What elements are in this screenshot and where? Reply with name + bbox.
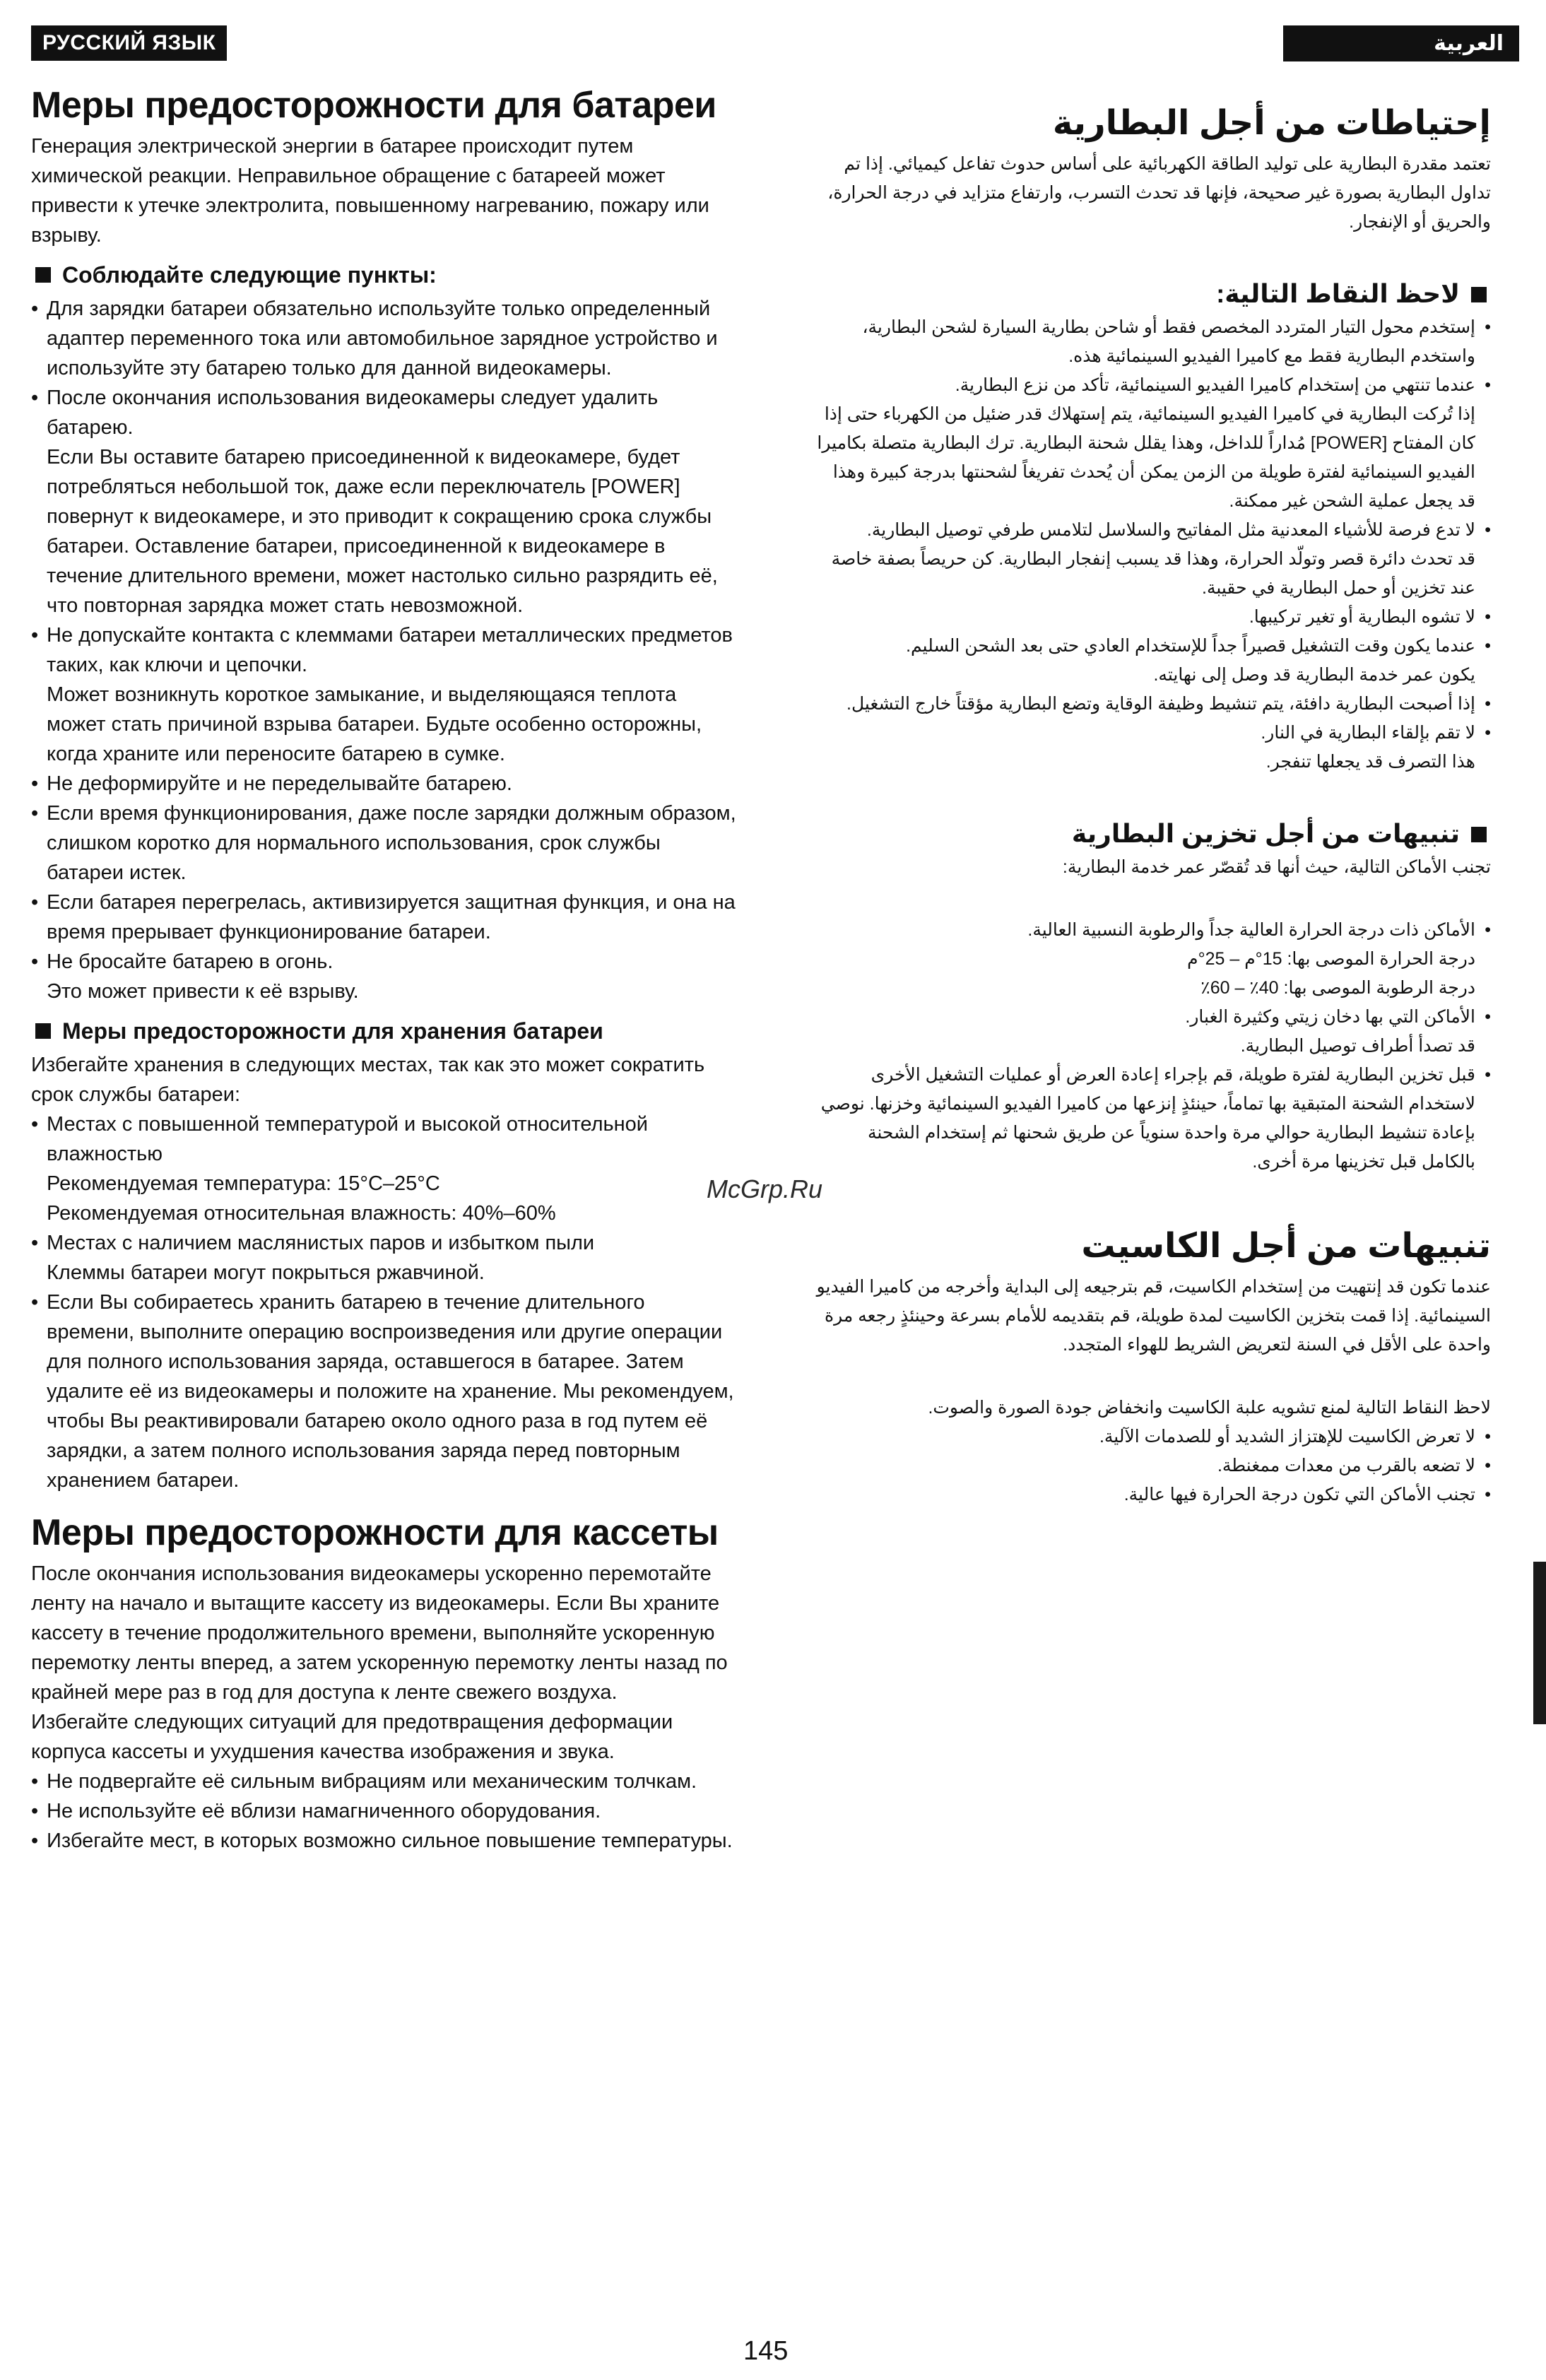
list-item: • تجنب الأماكن التي تكون درجة الحرارة فيها عالية. [813,1480,1491,1509]
list-item: • الأماكن ذات درجة الحرارة العالية جداً والرطوبة النسبية العالية. درجة الحرارة الموصى بها: 15°م – 25°م درجة الرطوبة الموصى بها: 40٪ – 60٪ [813,916,1491,1003]
cassette-list-ar [813,1422,1491,1509]
cassette-paragraph-2-ar: لاحظ النقاط التالية لمنع تشويه علبة الكاسيت وانخفاض جودة الصورة والصوت. [928,1398,1491,1418]
storage-label: Меры предосторожности для хранения батареи [62,1018,603,1044]
storage-intro: Избегайте хранения в следующих местах, так как это может сократить срок службы батареи: [31,1054,705,1106]
cassette-paragraph-1: После окончания использования видеокамеры ускоренно перемотайте ленту на начало и вытащите кассету из видеокамеры. Если Вы храните кассету в течение продолжительного времени, выполняйте ускоренную перемотку ленты вперед, а затем ускоренную перемотку ленты назад по крайней мере раз в год для доступа к ленте свежего воздуха. [31,1562,728,1704]
battery-points-subheading [31,260,738,290]
storage-list-ar [813,916,1491,1177]
battery-precautions-title-ar: إحتياطات من أجل البطارية [1052,105,1491,142]
storage-list [31,1109,738,1495]
list-item: • الأماكن التي بها دخان زيتي وكثيرة الغبار. قد تصدأ أطراف توصيل البطارية. [813,1003,1491,1061]
list-item: • Если батарея перегрелась, активизируется защитная функция, и она на время прерывает функционирование батареи. [31,888,738,947]
cassette-precautions-title-ar: تنبيهات من أجل الكاسيت [1081,1227,1491,1265]
battery-points-subheading-ar [813,279,1491,309]
list-item: • لا تضعه بالقرب من معدات ممغنطة. [813,1451,1491,1480]
list-item: • После окончания использования видеокамеры следует удалить батарею. Если Вы оставите батарею присоединенной к видеокамере, будет потребляться небольшой ток, даже если переключатель [POWER] повернут к видеокамере, и это приводит к сокращению срока службы батареи. Оставление батареи, присоединенной к видеокамере в течение длительного времени, может настолько сильно разрядить её, что повторная зарядка может стать невозможной. [31,383,738,620]
list-item: • لا تعرض الكاسيت للإهتزاز الشديد أو للصدمات الآلية. [813,1422,1491,1451]
list-item: • إذا أصبحت البطارية دافئة، يتم تنشيط وظيفة الوقاية وتضع البطارية مؤقتاً خارج التشغيل. [813,690,1491,719]
storage-label-ar: تنبيهات من أجل تخزين البطارية [1071,819,1460,848]
list-item: • Не деформируйте и не переделывайте батарею. [31,769,738,799]
list-item: • إستخدم محول التيار المتردد المخصص فقط أو شاحن بطارية السيارة لشحن البطارية، واستخدم البطارية فقط مع كاميرا الفيديو السينمائية هذه. [813,313,1491,371]
list-item: • قبل تخزين البطارية لفترة طويلة، قم بإجراء إعادة العرض أو عمليات التشغيل الأخرى لاستخدام الشحنة المتبقية بها تماماً، حينئذٍ إنزعها من كاميرا الفيديو السينمائية وخزنها. نوصي بإعادة تنشيط البطارية حوالي مرة واحدة سنوياً عن طريق شحنها ثم إستخدام الشحنة بالكامل قبل تخزينها مرة أخرى. [813,1061,1491,1177]
list-item: • Не бросайте батарею в огонь. Это может привести к её взрыву. [31,947,738,1006]
list-item: • Не допускайте контакта с клеммами батареи металлических предметов таких, как ключи и цепочки. Может возникнуть короткое замыкание, и выделяющаяся теплота может стать причиной взрыва батареи. Будьте особенно осторожны, когда храните или переносите батарею в сумке. [31,620,738,769]
list-item: • Для зарядки батареи обязательно используйте только определенный адаптер переменного тока или автомобильное зарядное устройство и используйте эту батарею только для данной видеокамеры. [31,294,738,383]
page-number: 145 [743,2336,789,2366]
list-item: • Не подвергайте её сильным вибрациям или механическим толчкам. [31,1767,738,1796]
square-bullet-icon [1471,287,1487,302]
storage-intro-ar: تجنب الأماكن التالية، حيث أنها قد تُقصّر عمر خدمة البطارية: [1062,857,1491,877]
battery-points-list [31,294,738,1006]
list-item: • Если время функционирования, даже после зарядки должным образом, слишком коротко для нормального использования, срок службы батареи истек. [31,799,738,888]
spacer [813,882,1519,916]
cassette-paragraph-1-ar: عندما تكون قد إنتهيت من إستخدام الكاسيت، قم بترجيعه إلى البداية وأخرجه من كاميرا الفيديو السينمائية. إذا قمت بتخزين الكاسيت لمدة طويلة، قم بتقديمه للأمام بسرعة وحينئذٍ رجعه مرة واحدة على الأقل في السنة لتعريض الشريط للهواء المتجدد. [816,1277,1491,1355]
arabic-column [813,25,1519,1509]
cassette-list [31,1767,738,1856]
language-tab-russian: РУССКИЙ ЯЗЫК [31,25,227,61]
battery-points-list-ar [813,313,1491,777]
list-item: • لا تدع فرصة للأشياء المعدنية مثل المفاتيح والسلاسل لتلامس طرفي توصيل البطارية. قد تحدث دائرة قصر وتولّد الحرارة، وهذا قد يسبب إنفجار البطارية. كن حريصاً بصفة خاصة عند تخزين أو حمل البطارية في حقيبة. [813,516,1491,603]
battery-points-label: Соблюдайте следующие пункты: [62,262,437,288]
russian-column [31,25,738,1856]
storage-subheading-ar [813,819,1491,849]
list-item: • Местах с повышенной температурой и высокой относительной влажностью Рекомендуемая температура: 15°C–25°C Рекомендуемая относительная влажность: 40%–60% [31,1109,738,1228]
list-item: • لا تشوه البطارية أو تغير تركيبها. [813,603,1491,632]
square-bullet-icon [35,1023,51,1039]
list-item: • Избегайте мест, в которых возможно сильное повышение температуры. [31,1826,738,1856]
list-item: • Не используйте её вблизи намагниченного оборудования. [31,1796,738,1826]
list-item: • لا تقم بإلقاء البطارية في النار. هذا التصرف قد يجعلها تنفجر. [813,719,1491,777]
battery-points-label-ar: لاحظ النقاط التالية: [1216,279,1460,308]
storage-subheading [31,1016,738,1046]
list-item: • عندما تنتهي من إستخدام كاميرا الفيديو السينمائية، تأكد من نزع البطارية. إذا تُركت البطارية في كاميرا الفيديو السينمائية، يتم إستهلاك قدر ضئيل من الكهرباء حتى إذا كان المفتاح [POWER] مُداراً للداخل، وهذا يقلل شحنة البطارية. ترك البطارية متصلة بكاميرا الفيديو السينمائية لفترة طويلة من الزمن يمكن أن يُحدث تفريغاً لشحنتها بدرجة كبيرة وهذا قد يجعل عملية الشحن غير ممكنة. [813,371,1491,516]
battery-intro-ar: تعتمد مقدرة البطارية على توليد الطاقة الكهربائية على أساس حدوث تفاعل كيميائي. إذا تم تداول البطارية بصورة غير صحيحة، فإنها قد تحدث التسرب، وارتفاع متزايد في درجة الحرارة، والحريق أو الإنفجار. [827,154,1491,232]
list-item: • Если Вы собираетесь хранить батарею в течение длительного времени, выполните операцию воспроизведения или другие операции для полного использования заряда, оставшегося в батарее. Затем удалите её из видеокамеры и положите на хранение. Мы рекомендуем, чтобы Вы реактивировали батарею около одного раза в год путем её зарядки, а затем полного использования заряда перед повторным хранением батареи. [31,1288,738,1495]
page-edge-mark [1533,1562,1546,1724]
cassette-paragraph-2: Избегайте следующих ситуаций для предотвращения деформации корпуса кассеты и ухудшения качества изображения и звука. [31,1711,673,1763]
spacer [813,1360,1519,1394]
square-bullet-icon [1471,827,1487,842]
list-item: • Местах с наличием маслянистых паров и избытком пыли Клеммы батареи могут покрыться ржавчиной. [31,1228,738,1288]
watermark: McGrp.Ru [707,1174,823,1203]
square-bullet-icon [35,267,51,283]
list-item: • عندما يكون وقت التشغيل قصيراً جداً للإستخدام العادي حتى بعد الشحن السليم. يكون عمر خدمة البطارية قد وصل إلى نهايته. [813,632,1491,690]
battery-precautions-title: Меры предосторожности для батареи [31,85,716,126]
language-tab-arabic: العربية [1283,25,1519,61]
cassette-precautions-title: Меры предосторожности для кассеты [31,1512,719,1553]
battery-intro: Генерация электрической энергии в батарее происходит путем химической реакции. Неправильное обращение с батареей может привести к утечке электролита, повышенному нагреванию, пожару или взрыву. [31,135,709,247]
